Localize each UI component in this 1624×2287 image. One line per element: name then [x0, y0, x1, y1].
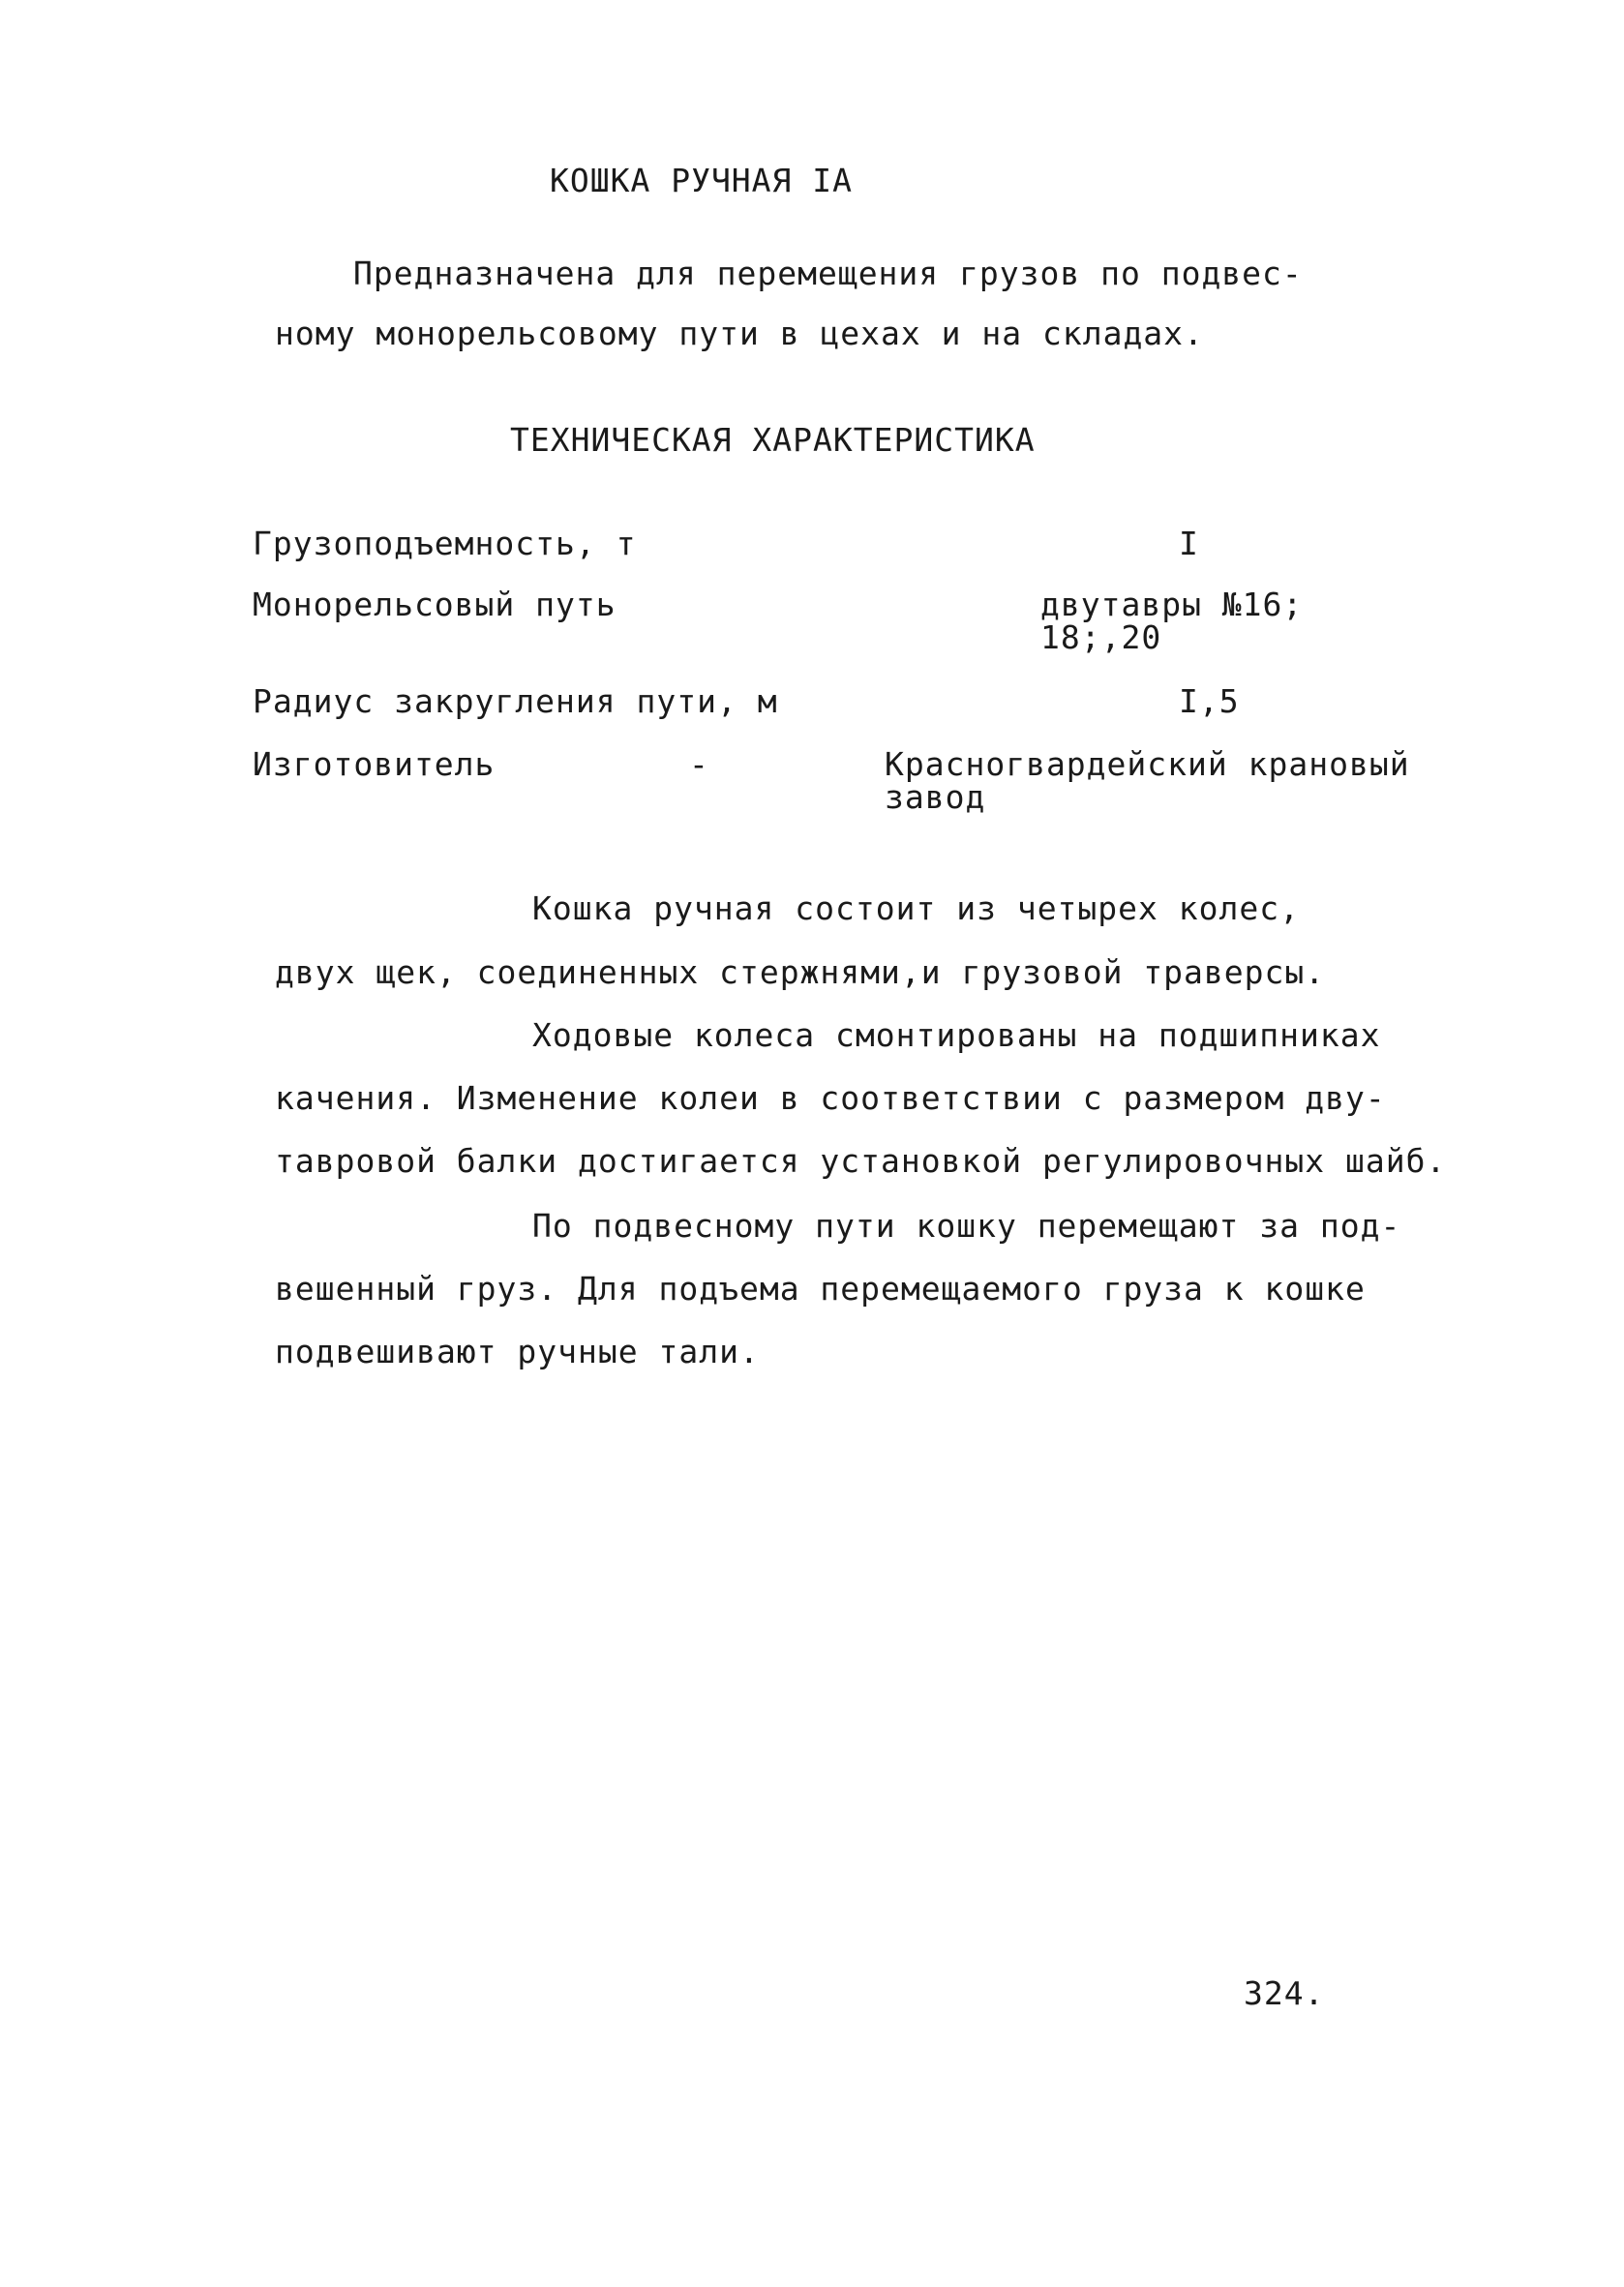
spec-label-capacity: Грузоподъемность, т: [253, 525, 637, 562]
body-line: Ходовые колеса смонтированы на подшипниках: [532, 1016, 1381, 1054]
spec-value-radius: I,5: [1179, 682, 1240, 720]
body-line: подвешивают ручные тали.: [275, 1333, 760, 1370]
body-line: двух щек, соединенных стержнями,и грузовой траверсы.: [275, 953, 1326, 991]
spec-value-manufacturer-line-1: Красногвардейский крановый: [885, 745, 1410, 783]
body-line: тавровой балки достигается установкой регулировочных шайб.: [275, 1142, 1447, 1180]
spec-separator-dash: -: [689, 745, 709, 783]
body-line: По подвесному пути кошку перемещают за под-: [532, 1207, 1401, 1245]
spec-value-manufacturer-line-2: завод: [885, 778, 986, 816]
body-line: качения. Изменение колеи в соответствии с размером дву-: [275, 1079, 1386, 1117]
intro-line: ному монорельсовому пути в цехах и на складах.: [275, 315, 1204, 352]
body-line: Кошка ручная состоит из четырех колес,: [532, 889, 1300, 927]
spec-label-radius: Радиус закругления пути, м: [253, 682, 778, 720]
spec-label-manufacturer: Изготовитель: [253, 745, 496, 783]
page-number: 324.: [1244, 1974, 1325, 2012]
spec-label-monorail: Монорельсовый путь: [253, 586, 617, 623]
spec-value-capacity: I: [1179, 525, 1199, 562]
body-line: вешенный груз. Для подъема перемещаемого груза к кошке: [275, 1270, 1366, 1308]
spec-value-monorail-line-2: 18;,20: [1040, 618, 1162, 656]
document-title: КОШКА РУЧНАЯ IА: [550, 162, 854, 199]
intro-line: Предназначена для перемещения грузов по подвес-: [353, 255, 1303, 292]
section-title: ТЕХНИЧЕСКАЯ ХАРАКТЕРИСТИКА: [510, 421, 1036, 459]
spec-value-monorail-line-1: двутавры №16;: [1040, 586, 1304, 623]
